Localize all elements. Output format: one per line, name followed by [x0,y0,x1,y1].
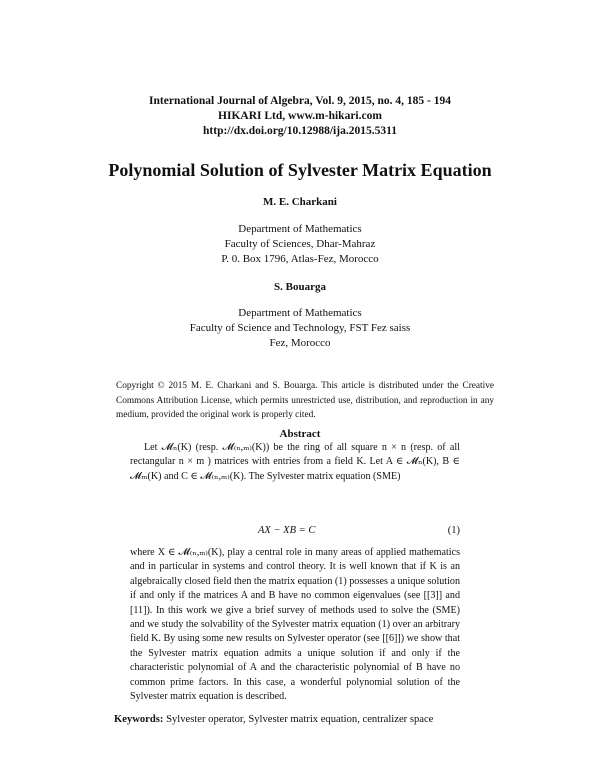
keywords-text: Sylvester operator, Sylvester matrix equation, centralizer space [166,714,434,725]
abstract-heading: Abstract [279,428,321,440]
equation-expression: AX − XB = C [258,525,316,536]
keywords-label: Keywords: [114,714,164,725]
equation-number: (1) [447,525,460,536]
author-name: S. Bouarga [274,281,326,293]
abstract-paragraph: Let 𝓜ₙ(K) (resp. 𝓜₍ₙ,ₘ₎(K)) be the ring of all square n × n (resp. of all rectangular n × m ) matrices with entries from a field K. Let A ∈ 𝓜ₙ(K), B ∈ 𝓜ₘ(K) and C ∈ 𝓜₍ₙ,ₘ₎(K). The Sylvester matrix equation (SME) [130,442,460,482]
affiliation-line: Department of Mathematics [238,307,362,319]
copyright-notice: Copyright © 2015 M. E. Charkani and S. Bouarga. This article is distributed under the Creative Commons Attribution License, which permits unrestricted use, distribution, and reproduction in any medium, provided the original work is properly cited. [116,381,494,420]
affiliation-line: Faculty of Sciences, Dhar-Mahraz [224,238,376,250]
affiliation-line: Department of Mathematics [238,223,362,235]
keywords [114,714,504,725]
journal-line: International Journal of Algebra, Vol. 9, 2015, no. 4, 185 - 194 [149,95,451,107]
affiliation-line: Fez, Morocco [269,337,331,349]
publisher-line: HIKARI Ltd, www.m-hikari.com [218,110,382,122]
paper-title: Polynomial Solution of Sylvester Matrix Equation [108,160,492,180]
author-name: M. E. Charkani [263,196,337,208]
affiliation-line: Faculty of Science and Technology, FST Fez saiss [189,322,411,334]
abstract-paragraph: where X ∈ 𝓜₍ₙ,ₘ₎(K), play a central role in many areas of applied mathematics and in particular in systems and control theory. It is well known that if K is an algebraically closed field then the matrix equation (1) possesses a unique solution if and only if the matrices A and B have no common eigenvalues (see [[3]] and [11]). In this work we give a brief survey of methods used to solve the (SME) and we study the solvability of the Sylvester matrix equation (1) over an arbitrary field K. By using some new results on Sylvester operator (see [[6]]) we show that the Sylvester matrix equation admits a unique solution if and only if the characteristic polynomial of A and the characteristic polynomial of B have no common prime factors. In this case, a wonderful polynomial solution of the Sylvester matrix equation is described. [130,547,460,703]
doi-line: http://dx.doi.org/10.12988/ija.2015.5311 [203,125,397,137]
affiliation-line: P. 0. Box 1796, Atlas-Fez, Morocco [221,253,379,265]
